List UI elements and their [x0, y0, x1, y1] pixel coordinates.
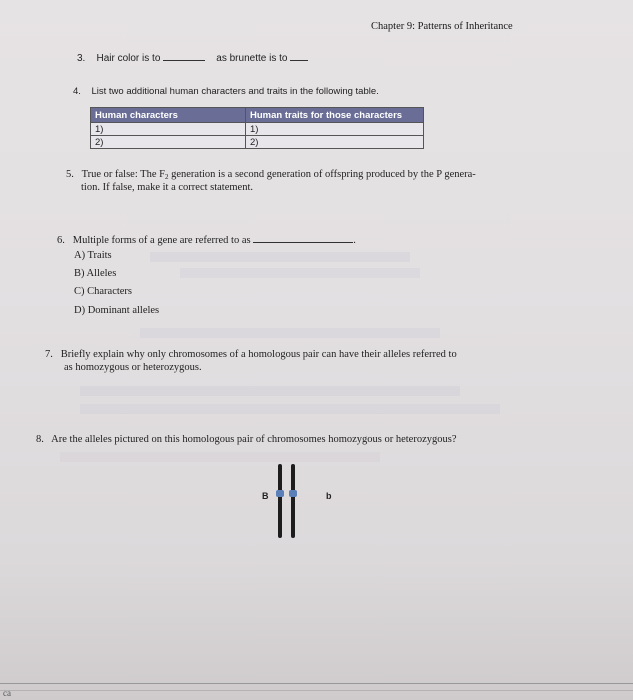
- answer-blank[interactable]: [163, 52, 205, 61]
- bleed-through: [80, 404, 500, 414]
- question-text: List two additional human characters and traits in the following table.: [91, 86, 379, 97]
- allele-label-right: b: [326, 491, 332, 501]
- question-text: True or false: The F: [81, 169, 165, 180]
- question-number: 7.: [45, 349, 53, 360]
- column-header: Human characters: [91, 108, 246, 123]
- question-number: 8.: [36, 434, 44, 445]
- question-5-line-2: tion. If false, make it a correct statement.: [81, 182, 254, 193]
- question-7-line-2: as homozygous or heterozygous.: [64, 362, 202, 373]
- question-text: Are the alleles pictured on this homologous pair of chromosomes homozygous or heterozygous?: [51, 434, 457, 445]
- table-cell[interactable]: 1): [246, 123, 424, 136]
- subscript: 2: [164, 173, 169, 181]
- page-corner-mark: ca: [3, 688, 11, 698]
- question-text: as brunette is to: [216, 53, 288, 64]
- table-cell[interactable]: 2): [246, 136, 424, 149]
- allele-label-left: B: [262, 491, 269, 501]
- question-8: [36, 433, 457, 446]
- traits-table: [90, 107, 424, 149]
- column-header: Human traits for those characters: [246, 108, 424, 123]
- question-text: Multiple forms of a gene are referred to as: [72, 235, 251, 246]
- chapter-header: Chapter 9: Patterns of Inheritance: [371, 21, 513, 32]
- answer-blank[interactable]: [290, 52, 308, 61]
- page-edge-line: [0, 690, 633, 691]
- allele-marker-right: [289, 490, 297, 497]
- option-b[interactable]: B) Alleles: [74, 268, 117, 279]
- chromosome-right: [291, 464, 295, 538]
- bleed-through: [150, 252, 410, 262]
- question-number: 6.: [57, 235, 65, 246]
- bleed-through: [80, 386, 460, 396]
- question-3: [77, 52, 308, 64]
- question-end: .: [353, 235, 356, 246]
- bleed-through: [180, 268, 420, 278]
- answer-blank[interactable]: [253, 233, 353, 243]
- option-a[interactable]: A) Traits: [74, 250, 112, 261]
- bleed-through: [140, 328, 440, 338]
- page-edge-line: [0, 683, 633, 684]
- question-7: [45, 348, 457, 361]
- question-number: 4.: [73, 86, 81, 97]
- option-c[interactable]: C) Characters: [74, 286, 133, 297]
- table-row: [91, 123, 424, 136]
- question-text: generation is a second generation of offspring produced by the P genera-: [168, 169, 476, 180]
- question-number: 3.: [77, 53, 86, 64]
- table-row: [91, 136, 424, 149]
- table-cell[interactable]: 2): [91, 136, 246, 149]
- allele-marker-left: [276, 490, 284, 497]
- chromosome-left: [278, 464, 282, 538]
- table-header-row: [91, 108, 424, 123]
- chromosome-diagram: [258, 460, 348, 542]
- question-text: Briefly explain why only chromosomes of a homologous pair can have their alleles referred to: [60, 349, 457, 360]
- option-d[interactable]: D) Dominant alleles: [74, 305, 160, 316]
- question-6: [57, 233, 356, 247]
- question-number: 5.: [66, 169, 74, 180]
- question-4: [73, 86, 379, 97]
- table-cell[interactable]: 1): [91, 123, 246, 136]
- question-text: Hair color is to: [96, 53, 161, 64]
